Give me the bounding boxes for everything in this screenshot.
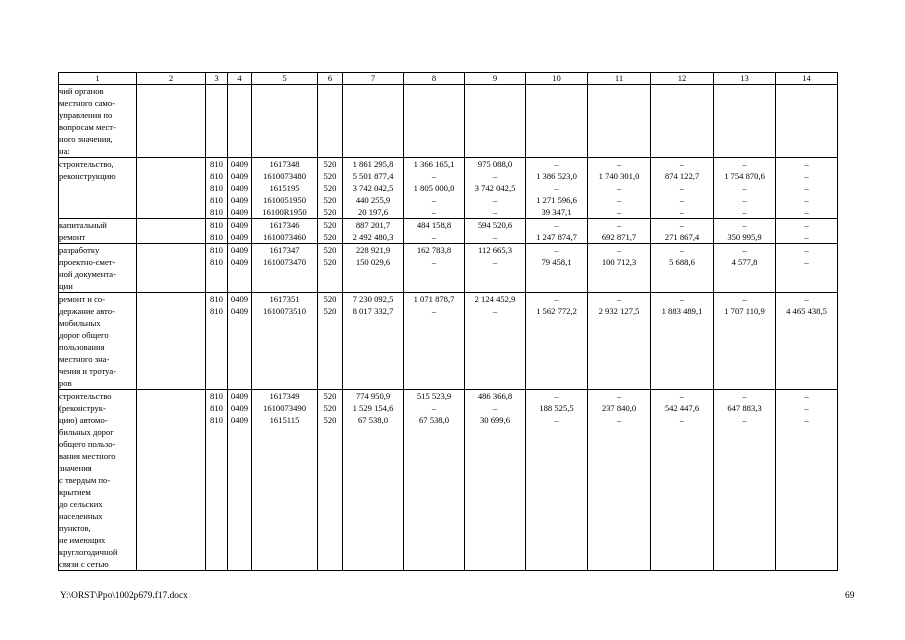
data-cell xyxy=(404,390,465,571)
cell-value: 520 xyxy=(323,294,337,304)
cell-value: 1 883 489,1 xyxy=(661,306,703,316)
cell-value: – xyxy=(804,294,809,304)
cell-value: 810 xyxy=(210,195,223,205)
data-cell xyxy=(651,293,714,390)
data-cell xyxy=(465,85,526,158)
data-cell xyxy=(465,390,526,571)
cell-value: – xyxy=(431,306,437,316)
data-cell xyxy=(714,158,776,219)
cell-value: 520 xyxy=(323,391,337,401)
column-header: 1 xyxy=(59,73,137,85)
cell-value: 520 xyxy=(323,306,337,316)
cell-value: 4 465 438,5 xyxy=(786,306,827,316)
data-cell xyxy=(714,85,776,158)
cell-value: 520 xyxy=(323,183,337,193)
cell-value: 0409 xyxy=(230,294,249,304)
cell-value: – xyxy=(804,207,809,217)
empty-cell xyxy=(137,390,206,571)
data-cell xyxy=(588,244,651,293)
cell-value: – xyxy=(742,294,747,304)
row-label: разработку проектно-смет- ной документа- ции xyxy=(59,244,137,293)
data-cell xyxy=(526,85,588,158)
table-row xyxy=(59,390,838,571)
cell-value: – xyxy=(616,207,622,217)
cell-value: – xyxy=(492,403,498,413)
cell-value: 810 xyxy=(210,220,223,230)
cell-value: 810 xyxy=(210,415,223,425)
cell-value: 0409 xyxy=(230,245,249,255)
data-cell xyxy=(343,244,404,293)
data-cell xyxy=(228,85,252,158)
cell-value: 1 562 772,2 xyxy=(536,306,577,316)
cell-value: – xyxy=(804,183,809,193)
column-header: 5 xyxy=(252,73,318,85)
data-cell xyxy=(465,158,526,219)
data-cell xyxy=(776,219,838,244)
data-cell xyxy=(404,293,465,390)
data-cell xyxy=(404,85,465,158)
data-cell xyxy=(588,293,651,390)
cell-value: – xyxy=(679,391,685,401)
table-row xyxy=(59,244,838,293)
cell-value: 1 529 154,6 xyxy=(352,403,394,413)
cell-value: 0409 xyxy=(230,207,249,217)
column-header: 7 xyxy=(343,73,404,85)
cell-value: 1 271 596,6 xyxy=(536,195,577,205)
data-cell xyxy=(228,390,252,571)
empty-cell xyxy=(137,244,206,293)
table-row xyxy=(59,85,838,158)
data-cell xyxy=(588,219,651,244)
data-cell xyxy=(206,244,228,293)
cell-value: – xyxy=(742,195,747,205)
cell-value: 79 458,1 xyxy=(541,257,572,267)
data-cell xyxy=(776,390,838,571)
cell-value: 271 867,4 xyxy=(664,232,700,242)
cell-value: – xyxy=(679,294,685,304)
cell-value: – xyxy=(431,207,437,217)
cell-value: 887 201,7 xyxy=(355,220,391,230)
data-cell xyxy=(714,219,776,244)
table-row xyxy=(59,158,838,219)
cell-value: 1 740 301,0 xyxy=(598,171,640,181)
data-cell xyxy=(252,244,318,293)
data-cell xyxy=(343,85,404,158)
data-cell xyxy=(465,244,526,293)
cell-value: – xyxy=(431,232,437,242)
cell-value: 810 xyxy=(210,232,223,242)
cell-value: 1610073480 xyxy=(263,171,306,181)
cell-value: 162 783,8 xyxy=(416,245,452,255)
data-cell xyxy=(343,293,404,390)
column-header: 6 xyxy=(318,73,343,85)
cell-value: – xyxy=(742,415,747,425)
cell-value: 810 xyxy=(210,403,223,413)
cell-value: – xyxy=(804,195,809,205)
data-cell xyxy=(588,85,651,158)
cell-value: 542 447,6 xyxy=(664,403,700,413)
data-cell xyxy=(776,293,838,390)
cell-value: – xyxy=(554,159,559,169)
data-cell xyxy=(206,85,228,158)
empty-cell xyxy=(137,85,206,158)
cell-value: 0409 xyxy=(230,171,249,181)
cell-value: – xyxy=(616,183,622,193)
data-cell xyxy=(588,390,651,571)
cell-value: 0409 xyxy=(230,195,249,205)
cell-value: 520 xyxy=(323,403,337,413)
data-cell xyxy=(228,158,252,219)
cell-value: – xyxy=(554,391,559,401)
data-cell xyxy=(714,293,776,390)
cell-value: 975 088,0 xyxy=(477,159,513,169)
cell-value: 3 742 042,5 xyxy=(352,183,394,193)
cell-value: – xyxy=(554,183,559,193)
cell-value: – xyxy=(616,159,622,169)
cell-value: 0409 xyxy=(230,306,249,316)
cell-value: – xyxy=(742,207,747,217)
data-cell xyxy=(404,244,465,293)
cell-value: 1617351 xyxy=(269,294,300,304)
data-cell xyxy=(526,390,588,571)
cell-value: 647 883,3 xyxy=(727,403,762,413)
cell-value: – xyxy=(742,220,747,230)
table-row xyxy=(59,219,838,244)
data-cell xyxy=(318,293,343,390)
data-cell xyxy=(651,244,714,293)
column-header: 10 xyxy=(526,73,588,85)
cell-value: 1617346 xyxy=(269,220,300,230)
data-cell xyxy=(465,219,526,244)
data-cell xyxy=(651,219,714,244)
cell-value: 30 699,6 xyxy=(479,415,511,425)
cell-value: 1615195 xyxy=(269,183,300,193)
cell-value: 150 029,6 xyxy=(355,257,391,267)
cell-value: 228 921,9 xyxy=(355,245,391,255)
data-cell xyxy=(228,219,252,244)
column-header: 12 xyxy=(651,73,714,85)
cell-value: 520 xyxy=(323,232,337,242)
column-header: 13 xyxy=(714,73,776,85)
cell-value: – xyxy=(554,294,559,304)
data-cell xyxy=(318,390,343,571)
cell-value: 0409 xyxy=(230,220,249,230)
cell-value: 0409 xyxy=(230,257,249,267)
data-cell xyxy=(206,293,228,390)
cell-value: – xyxy=(616,391,622,401)
cell-value: – xyxy=(679,159,685,169)
data-cell xyxy=(206,158,228,219)
cell-value: 810 xyxy=(210,294,223,304)
cell-value: 1 386 523,0 xyxy=(536,171,577,181)
cell-value: – xyxy=(431,171,437,181)
cell-value: 67 538,0 xyxy=(418,415,450,425)
cell-value: 1610073490 xyxy=(263,403,306,413)
data-cell xyxy=(318,158,343,219)
cell-value: 1 861 295,8 xyxy=(352,159,394,169)
cell-value: – xyxy=(616,220,622,230)
cell-value: 100 712,3 xyxy=(601,257,637,267)
cell-value: – xyxy=(431,195,437,205)
cell-value: 237 840,0 xyxy=(601,403,637,413)
cell-value: 1617348 xyxy=(269,159,300,169)
file-path: Y:\ORST\Ppo\1002p679.f17.docx xyxy=(60,591,188,601)
cell-value: – xyxy=(616,415,622,425)
data-cell xyxy=(526,219,588,244)
column-header: 3 xyxy=(206,73,228,85)
data-cell xyxy=(776,244,838,293)
cell-value: – xyxy=(492,232,498,242)
cell-value: 0409 xyxy=(230,159,249,169)
data-cell xyxy=(343,390,404,571)
cell-value: 520 xyxy=(323,245,337,255)
cell-value: 692 871,7 xyxy=(601,232,637,242)
row-label: ремонт и со- держание авто- мобильных дорог общего пользования местного зна- чения и тротуа- ров xyxy=(59,293,137,390)
cell-value: – xyxy=(492,306,498,316)
cell-value: 1610073470 xyxy=(263,257,306,267)
cell-value: 1610073460 xyxy=(263,232,306,242)
cell-value: – xyxy=(616,294,622,304)
data-cell xyxy=(526,158,588,219)
data-cell xyxy=(318,219,343,244)
cell-value: 1 707 110,9 xyxy=(724,306,765,316)
cell-value: – xyxy=(679,207,685,217)
data-cell xyxy=(252,219,318,244)
data-cell xyxy=(343,219,404,244)
data-cell xyxy=(404,158,465,219)
data-cell xyxy=(651,85,714,158)
cell-value: 520 xyxy=(323,415,337,425)
data-cell xyxy=(465,293,526,390)
cell-value: 188 525,5 xyxy=(539,403,574,413)
cell-value: 810 xyxy=(210,306,223,316)
cell-value: 515 523,9 xyxy=(416,391,452,401)
cell-value: – xyxy=(804,415,809,425)
cell-value: 1617349 xyxy=(269,391,300,401)
data-cell xyxy=(252,293,318,390)
cell-value: – xyxy=(804,232,809,242)
data-cell xyxy=(252,158,318,219)
cell-value: – xyxy=(616,245,622,255)
cell-value: 594 520,6 xyxy=(477,220,513,230)
cell-value: – xyxy=(742,391,747,401)
cell-value: – xyxy=(804,171,809,181)
data-cell xyxy=(252,390,318,571)
row-label: строительство (реконструк- цию) автомо- бильных дорог общего пользо- вания местного значения с твердым по- крытием до сельских населенных пунктов, не имеющих круглогодичной связи с сетью xyxy=(59,390,137,571)
cell-value: 350 995,9 xyxy=(727,232,762,242)
cell-value: 67 538,0 xyxy=(357,415,389,425)
cell-value: – xyxy=(616,195,622,205)
data-cell xyxy=(318,85,343,158)
cell-value: – xyxy=(679,183,685,193)
data-cell xyxy=(526,244,588,293)
data-cell xyxy=(714,244,776,293)
data-cell xyxy=(651,158,714,219)
cell-value: – xyxy=(742,183,747,193)
budget-table xyxy=(58,72,838,571)
cell-value: 810 xyxy=(210,159,223,169)
data-cell xyxy=(526,293,588,390)
cell-value: 2 124 452,9 xyxy=(474,294,516,304)
data-cell xyxy=(651,390,714,571)
empty-cell xyxy=(137,293,206,390)
cell-value: 0409 xyxy=(230,183,249,193)
cell-value: 520 xyxy=(323,159,337,169)
column-header: 8 xyxy=(404,73,465,85)
data-cell xyxy=(714,390,776,571)
page-number: 69 xyxy=(845,591,855,601)
cell-value: 1 247 874,7 xyxy=(536,232,577,242)
cell-value: 1 366 165,1 xyxy=(413,159,455,169)
cell-value: 810 xyxy=(210,391,223,401)
cell-value: – xyxy=(492,195,498,205)
data-cell xyxy=(404,219,465,244)
data-cell xyxy=(776,85,838,158)
cell-value: 874 122,7 xyxy=(664,171,700,181)
data-cell xyxy=(318,244,343,293)
cell-value: 5 501 877,4 xyxy=(352,171,394,181)
column-header: 14 xyxy=(776,73,838,85)
cell-value: 2 492 480,3 xyxy=(352,232,394,242)
row-label: строительство, реконструкцию xyxy=(59,158,137,219)
cell-value: – xyxy=(679,220,685,230)
cell-value: 20 197,6 xyxy=(357,207,389,217)
cell-value: 4 577,8 xyxy=(731,257,758,267)
cell-value: 520 xyxy=(323,220,337,230)
cell-value: 520 xyxy=(323,195,337,205)
cell-value: 810 xyxy=(210,171,223,181)
data-cell xyxy=(228,244,252,293)
cell-value: 1610051950 xyxy=(263,195,306,205)
cell-value: – xyxy=(804,391,809,401)
cell-value: 5 688,6 xyxy=(669,257,695,267)
cell-value: – xyxy=(431,403,437,413)
cell-value: 810 xyxy=(210,183,223,193)
cell-value: 1 805 000,0 xyxy=(413,183,455,193)
column-header: 4 xyxy=(228,73,252,85)
cell-value: 0409 xyxy=(230,415,249,425)
cell-value: 0409 xyxy=(230,232,249,242)
cell-value: 0409 xyxy=(230,403,249,413)
cell-value: – xyxy=(679,245,685,255)
cell-value: 810 xyxy=(210,257,223,267)
cell-value: – xyxy=(804,403,809,413)
data-cell xyxy=(776,158,838,219)
cell-value: – xyxy=(492,257,498,267)
cell-value: 484 158,8 xyxy=(416,220,452,230)
cell-value: 1 071 878,7 xyxy=(413,294,455,304)
row-label: капитальный ремонт xyxy=(59,219,137,244)
cell-value: 810 xyxy=(210,245,223,255)
table-row xyxy=(59,293,838,390)
cell-value: 486 366,8 xyxy=(477,391,513,401)
cell-value: – xyxy=(554,220,559,230)
cell-value: 16100R1950 xyxy=(262,207,307,217)
cell-value: 520 xyxy=(323,207,337,217)
cell-value: 7 230 092,5 xyxy=(352,294,394,304)
cell-value: 8 017 332,7 xyxy=(352,306,394,316)
empty-cell xyxy=(137,158,206,219)
data-cell xyxy=(206,390,228,571)
cell-value: 2 932 127,5 xyxy=(598,306,640,316)
cell-value: 39 347,1 xyxy=(541,207,572,217)
cell-value: 440 255,9 xyxy=(355,195,391,205)
cell-value: – xyxy=(679,195,685,205)
header-row xyxy=(59,73,838,85)
cell-value: 810 xyxy=(210,207,223,217)
cell-value: 3 742 042,5 xyxy=(474,183,516,193)
cell-value: 1610073510 xyxy=(263,306,306,316)
cell-value: – xyxy=(492,171,498,181)
cell-value: – xyxy=(554,415,559,425)
cell-value: – xyxy=(804,257,809,267)
data-cell xyxy=(588,158,651,219)
row-label: чий органов местного само- управления по вопросам мест- ного значения, на: xyxy=(59,85,137,158)
cell-value: – xyxy=(492,207,498,217)
cell-value: 774 950,9 xyxy=(355,391,391,401)
cell-value: – xyxy=(804,245,809,255)
cell-value: – xyxy=(804,159,809,169)
cell-value: – xyxy=(742,245,747,255)
cell-value: – xyxy=(554,245,559,255)
cell-value: – xyxy=(804,220,809,230)
cell-value: – xyxy=(679,415,685,425)
column-header: 11 xyxy=(588,73,651,85)
cell-value: 1 754 870,6 xyxy=(724,171,765,181)
data-cell xyxy=(206,219,228,244)
data-cell xyxy=(343,158,404,219)
column-header: 9 xyxy=(465,73,526,85)
data-cell xyxy=(228,293,252,390)
column-header: 2 xyxy=(137,73,206,85)
cell-value: 520 xyxy=(323,257,337,267)
cell-value: – xyxy=(431,257,437,267)
cell-value: 1617347 xyxy=(269,245,300,255)
cell-value: 0409 xyxy=(230,391,249,401)
cell-value: 1615115 xyxy=(269,415,300,425)
data-cell xyxy=(252,85,318,158)
cell-value: 520 xyxy=(323,171,337,181)
cell-value: 112 665,3 xyxy=(477,245,513,255)
cell-value: – xyxy=(742,159,747,169)
empty-cell xyxy=(137,219,206,244)
